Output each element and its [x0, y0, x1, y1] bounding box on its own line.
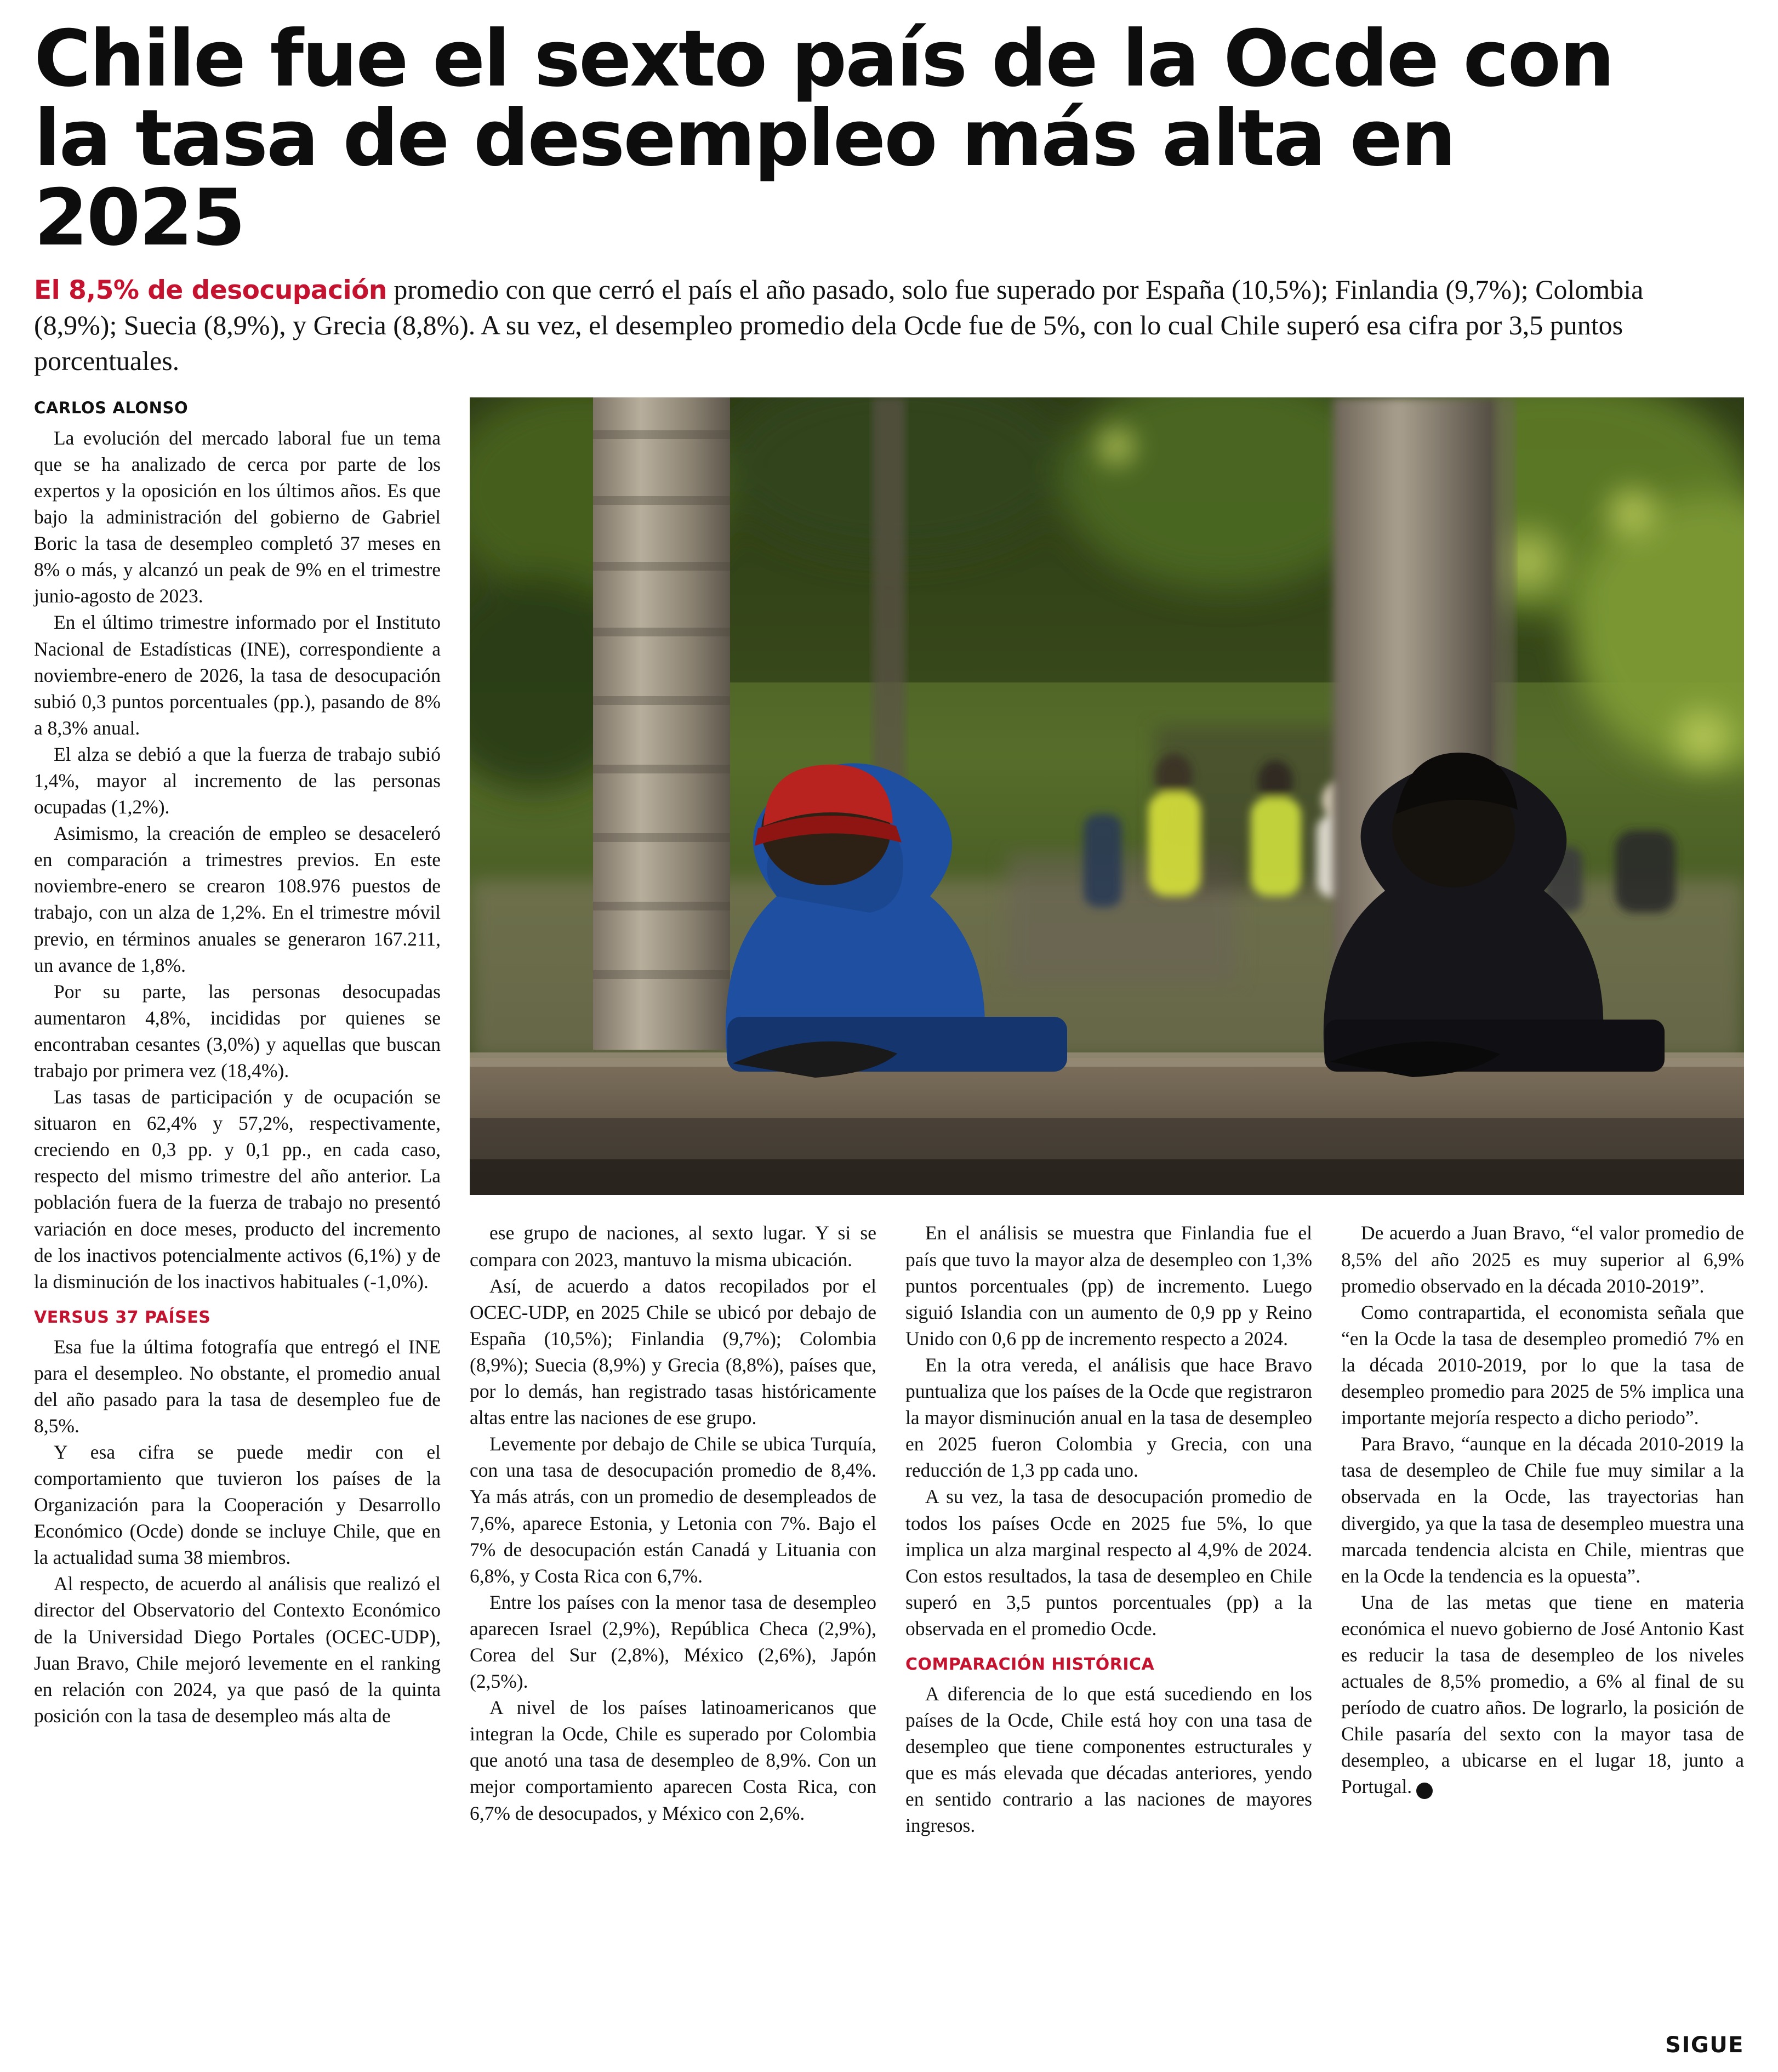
paragraph: Para Bravo, “aunque en la década 2010-2019 la tasa de desempleo de Chile fue muy similar a la observada en la Ocde, las trayectorias han divergido, ya que la tasa de desempleo muestra una marcada tendencia alcista en Chile, mientras que en la Ocde la tendencia es la opuesta”. [1341, 1433, 1744, 1587]
lead-text: promedio con que cerró el país el año pasado, solo fue superado por España (10,5%); Finlandia (9,7%); Colombia (8,9%); Suecia (8,9%), y Grecia (8,8%). A su vez, el desempleo promedio dela Ocde fue de 5%, con lo cual Chile superó esa cifra por 3,5 puntos porcentuales. [34, 274, 1644, 377]
paragraph: Entre los países con la menor tasa de desempleo aparecen Israel (2,9%), República Checa (2,9%), Corea del Sur (2,8%), México (2,6%), Japón (2,5%). [470, 1591, 876, 1693]
paragraph: El alza se debió a que la fuerza de trabajo subió 1,4%, mayor al incremento de las personas ocupadas (1,2%). [34, 743, 441, 818]
article-photo [470, 397, 1744, 1195]
paragraph: Como contrapartida, el economista señala que “en la Ocde la tasa de desempleo promedió 7% en la década 2010-2019, por lo que la tasa de desempleo promedio para 2025 de 5% implica una importante mejoría respecto a dicho periodo”. [1341, 1301, 1744, 1429]
paragraph: A su vez, la tasa de desocupación promedio de todos los países Ocde en 2025 fue 5%, lo que implica un alza marginal respecto al 4,9% de 2024. Con estos resultados, la tasa de desempleo en Chile superó en 3,5 puntos porcentuales (pp) a la observada en el promedio Ocde. [905, 1485, 1312, 1640]
paragraph-text: Una de las metas que tiene en materia económica el nuevo gobierno de José Antonio Kast es reducir la tasa de desempleo de los niveles actuales de 8,5% promedio, a 6% al final de su período de cuatro años. De lograrlo, la posición de Chile pasaría del sexto con la mayor tasa de desempleo, a ubicarse en el lugar 18, junto a Portugal. [1341, 1591, 1744, 1798]
lead-highlight: El 8,5% de desocupación [34, 275, 387, 306]
paragraph: En el análisis se muestra que Finlandia fue el país que tuvo la mayor alza de desempleo con 1,3% puntos porcentuales (pp) de incremento. Luego siguió Islandia con un aumento de 0,9 pp y Reino Unido con 0,6 pp de incremento respecto a 2024. [905, 1222, 1312, 1350]
article-lead [34, 272, 1695, 379]
paragraph: Levemente por debajo de Chile se ubica Turquía, con una tasa de desocupación promedio de 8,4%. Ya más atrás, con un promedio de desempleados de 7,6%, aparece Estonia, y Letonia con 7%. Bajo el 7% de desocupación están Canadá y Lituania con 6,8%, y Costa Rica con 6,7%. [470, 1433, 876, 1587]
paragraph: En el último trimestre informado por el Instituto Nacional de Estadísticas (INE), correspondiente a noviembre-enero de 2026, la tasa de desocupación subió 0,3 puntos porcentuales (pp.), pasando de 8% a 8,3% anual. [34, 611, 441, 739]
paragraph: A diferencia de lo que está sucediendo en los países de la Ocde, Chile está hoy con una tasa de desempleo que tiene componentes estructurales y que es más elevada que décadas anteriores, yendo en sentido contrario a las naciones de mayores ingresos. [905, 1682, 1312, 1837]
paragraph: ese grupo de naciones, al sexto lugar. Y si se compara con 2023, mantuvo la misma ubicación. [470, 1222, 876, 1271]
text-column-2 [470, 1220, 876, 1826]
text-column-4 [1341, 1220, 1744, 1800]
paragraph: En la otra vereda, el análisis que hace Bravo puntualiza que los países de la Ocde que registraron la mayor disminución anual en la tasa de desempleo en 2025 fueron Colombia y Grecia, con una reducción de 1,3 pp cada uno. [905, 1353, 1312, 1482]
paragraph: Y esa cifra se puede medir con el comportamiento que tuvieron los países de la Organización para la Cooperación y Desarrollo Económico (Ocde) donde se incluye Chile, que en la actualidad suma 38 miembros. [34, 1441, 441, 1569]
paragraph-last [1341, 1589, 1744, 1800]
paragraph: La evolución del mercado laboral fue un tema que se ha analizado de cerca por parte de los expertos y la oposición en los últimos años. Es que bajo la administración del gobierno de Gabriel Boric la tasa de desempleo completó 37 meses en 8% o más, y alcanzó un peak de 9% en el trimestre junio-agosto de 2023. [34, 426, 441, 607]
text-column-1 [34, 397, 441, 1728]
byline: CARLOS ALONSO [34, 399, 189, 418]
paragraph: Al respecto, de acuerdo al análisis que realizó el director del Observatorio del Contexto Económico de la Universidad Diego Portales (OCEC-UDP), Juan Bravo, Chile mejoró levemente en el ranking en relación con 2024, ya que pasó de la quinta posición con la tasa de desempleo más alta de [34, 1573, 441, 1727]
paragraph: Asimismo, la creación de empleo se desaceleró en comparación a trimestres previos. En este noviembre-enero se crearon 108.976 puestos de trabajo, con un alza de 1,2%. En el trimestre móvil previo, en términos anuales se generaron 167.211, un avance de 1,8%. [34, 822, 441, 976]
section-subhead-comparacion: COMPARACIÓN HISTÓRICA [905, 1654, 1155, 1674]
end-mark-icon: ◉ [1416, 1783, 1433, 1799]
photo-illustration [470, 397, 1744, 1195]
paragraph: Esa fue la última fotografía que entregó el INE para el desempleo. No obstante, el promedio anual del año pasado para la tasa de desempleo fue de 8,5%. [34, 1335, 441, 1437]
paragraph: De acuerdo a Juan Bravo, “el valor promedio de 8,5% del año 2025 es muy superior al 6,9% promedio observado en la década 2010-2019”. [1341, 1222, 1744, 1297]
text-column-3 [905, 1220, 1312, 1838]
continuation-label: SIGUE [1665, 2033, 1744, 2058]
section-subhead-versus: VERSUS 37 PAÍSES [34, 1307, 211, 1327]
article-body [34, 397, 1744, 2014]
paragraph: Por su parte, las personas desocupadas aumentaron 4,8%, incididas por quienes se encontraban cesantes (3,0%) y aquellas que buscan trabajo por primera vez (18,4%). [34, 980, 441, 1082]
paragraph: A nivel de los países latinoamericanos que integran la Ocde, Chile es superado por Colombia que anotó una tasa de desempleo de 8,9%. Con un mejor comportamiento aparecen Costa Rica, con 6,7% de desocupados, y México con 2,6%. [470, 1697, 876, 1824]
page-title: Chile fue el sexto país de la Ocde con la tasa de desempleo más alta en 2025 [34, 14, 1614, 263]
paragraph: Así, de acuerdo a datos recopilados por el OCEC-UDP, en 2025 Chile se ubicó por debajo de España (10,5%); Finlandia (9,7%); Colombia (8,9%); Suecia (8,9%) y Grecia (8,8%), países que, por lo demás, han registrado tasas históricamente altas entre las naciones de ese grupo. [470, 1274, 876, 1429]
paragraph: Las tasas de participación y de ocupación se situaron en 62,4% y 57,2%, respectivamente, creciendo en 0,3 pp. y 0,1 pp., en cada caso, respecto del mismo trimestre del año anterior. La población fuera de la fuerza de trabajo no presentó variación en doce meses, producto del incremento de los inactivos potencialmente activos (6,1%) y de la disminución de los inactivos habituales (-1,0%). [34, 1086, 441, 1293]
